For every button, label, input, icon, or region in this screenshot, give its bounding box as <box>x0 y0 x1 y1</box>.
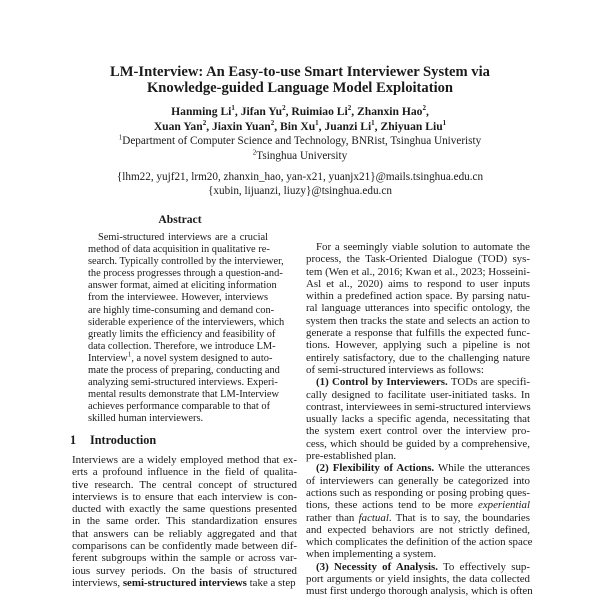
author-name: Juanzi Li <box>324 120 372 133</box>
text-span: which complicates the definition of the action space <box>306 536 533 549</box>
text-line <box>72 528 297 540</box>
text-line <box>306 438 530 450</box>
italic-text: factual <box>358 511 389 524</box>
abstract-body <box>88 232 285 426</box>
text-span: For a seemingly viable solution to automate the <box>316 241 530 253</box>
text-line <box>88 350 273 365</box>
text-span: from the interviewee. However, interviews <box>88 292 268 304</box>
author <box>291 105 351 118</box>
text-span: mate the process of preparing, conducting and <box>88 365 280 377</box>
text-span: Interviews are a widely employed method that ex- <box>72 454 297 466</box>
text-span: interviews, <box>72 576 123 589</box>
text-span: erts a profound influence in the field of qualita- <box>72 466 297 479</box>
text-line <box>72 503 297 515</box>
author-affiliation-sup: 2 <box>202 119 207 128</box>
text-line <box>88 304 275 317</box>
section-number: 1 <box>70 433 77 447</box>
text-line <box>306 389 530 401</box>
text-span: mental results demonstrate that LM-Interview <box>88 389 280 401</box>
author <box>380 120 446 133</box>
text-line <box>306 450 530 462</box>
text-line <box>88 328 276 341</box>
author-affiliation-sup: 1 <box>315 119 319 128</box>
text-span: of interviewers can generally be categorized into <box>306 474 530 487</box>
text-span: skilled human interviewers. <box>88 413 204 425</box>
author-affiliation-sup: 1 <box>371 119 375 128</box>
author <box>154 120 206 133</box>
text-line <box>306 302 530 314</box>
text-span: ferent subgroups within the sample or across var- <box>72 552 297 565</box>
right-column-body <box>306 241 533 598</box>
text-span: contrast, interviewees in semi-structured interviews <box>306 400 531 413</box>
text-line <box>72 565 297 577</box>
email-line-2: {xubin, lijuanzi, liuzy}@tsinghua.edu.cn <box>208 185 392 197</box>
text-line <box>306 512 530 524</box>
footnote-marker: 1 <box>127 350 132 359</box>
text-span: generate a response that fulfills the expected func- <box>306 327 530 340</box>
author-name: Ruimiao Li <box>291 105 348 118</box>
author-line-2: Xuan Yan$^2$, Jiaxin Yuan$^2$, Bin Xu$^1$, Juanzi Li$^1$, Zhiyuan Liu$^1$ <box>153 119 447 133</box>
affiliation-1 <box>0 135 600 147</box>
text-line <box>72 491 297 503</box>
text-span: search. Typically controlled by the interviewer, <box>88 256 284 268</box>
author-line-1: Hanming Li$^1$, Jifan Yu$^2$, Ruimiao Li$^2$, Zhanxin Hao$^2$, <box>171 104 429 118</box>
text-line <box>88 365 280 377</box>
author-name: Hanming Li <box>171 105 232 118</box>
text-line <box>306 278 530 290</box>
text-span: method of data acquisition in qualitative re- <box>88 244 270 256</box>
text-span: the process progresses through a question-and- <box>88 268 283 280</box>
text-span: tions. However, applying such a pipeline is not <box>306 339 530 352</box>
text-line <box>306 462 530 474</box>
text-span: TODs are specifi- <box>447 376 530 389</box>
author <box>280 120 319 133</box>
text-span: While the utterances <box>434 462 530 475</box>
text-span: To effectively sup- <box>437 560 530 573</box>
text-span: . That is to say, the boundaries <box>388 511 530 524</box>
text-line <box>88 232 268 244</box>
text-span: usually lacks a specific agenda, necessitating that <box>306 413 530 426</box>
text-span: tive research. The central concept of structured <box>72 478 297 491</box>
author-name: Xuan Yan <box>153 120 203 133</box>
text-line <box>88 401 271 413</box>
section-heading: Introduction <box>90 433 157 447</box>
text-line <box>88 292 268 304</box>
affiliation-text: Department of Computer Science and Technology, BNRist, Tsinghua Univeristy <box>122 135 482 147</box>
author-name: Jifan Yu <box>240 105 283 118</box>
bold-text: (2) Flexibility of Actions. <box>316 462 435 475</box>
text-line <box>72 479 297 491</box>
text-span: of semi-structured interviews as follows: <box>306 363 484 376</box>
text-span: are highly time-consuming and demand con- <box>88 304 275 316</box>
email-line-1: {lhm22, yujf21, lrm20, zhanxin_hao, yan-x21, yuanjx21}@mails.tsinghua.edu.cn <box>116 171 484 183</box>
bold-text: semi-structured interviews <box>122 576 247 589</box>
text-line <box>306 364 530 376</box>
author <box>324 120 374 133</box>
text-span: actions such as responding or posing probing ques- <box>306 486 530 499</box>
text-line <box>72 454 297 466</box>
text-line <box>306 327 530 339</box>
text-span: within a predefined action space. By parsing natu- <box>306 290 530 303</box>
text-span: when implementing a system. <box>306 548 437 561</box>
affiliation-2 <box>0 150 600 162</box>
text-line <box>88 280 277 292</box>
text-span: port arguments or yield insights, the data collected <box>306 573 530 586</box>
text-line <box>306 290 530 302</box>
text-span: pre-established plan. <box>306 450 397 463</box>
text-line <box>306 266 530 278</box>
introduction-body <box>72 454 297 589</box>
author <box>171 105 235 118</box>
author-affiliation-sup: 2 <box>282 104 286 113</box>
text-span: process, the Task-Oriented Dialogue (TOD) sys- <box>306 253 530 266</box>
text-line <box>306 548 530 560</box>
text-span: greatly limits the efficiency and feasibility of <box>88 328 276 340</box>
text-span: rather than <box>306 511 359 524</box>
text-span: must first undergo thorough analysis, which is often <box>306 585 533 598</box>
text-span: comparisons can be confidently made between dif- <box>72 540 297 553</box>
text-line <box>306 487 530 499</box>
text-span: Semi-structured interviews are a crucial <box>98 232 268 243</box>
italic-text: experiential <box>477 499 530 512</box>
author-affiliation-sup: 2 <box>347 104 352 113</box>
text-line <box>306 536 533 549</box>
text-line <box>72 515 297 527</box>
author-name: Jiaxin Yuan <box>211 120 271 133</box>
text-line <box>306 425 530 437</box>
text-span: cally designed to facilitate user-initiated tasks. In <box>306 388 530 401</box>
text-span: tem (Wen et al., 2016; Kwan et al., 2023; Hosseini- <box>306 265 530 278</box>
text-line <box>88 268 283 280</box>
bold-text: (1) Control by Interviewers. <box>316 376 448 389</box>
text-line <box>306 352 530 364</box>
author <box>212 120 274 133</box>
text-line <box>88 244 268 256</box>
text-line <box>72 466 297 478</box>
text-span: that answers can be reliably aggregated and that <box>72 527 297 540</box>
text-span: cess, which should be guided by a comprehensive, <box>306 437 530 450</box>
text-span: the system exert control over the interview pro- <box>306 425 530 438</box>
text-span: analyzing semi-structured interviews. Experi- <box>88 377 278 389</box>
text-line <box>306 413 530 425</box>
text-span: tions, these actions tend to be more <box>306 499 478 512</box>
author-name: Bin Xu <box>280 120 316 133</box>
text-line <box>306 475 530 487</box>
affiliation-text: Tsinghua University <box>256 150 348 162</box>
author <box>357 105 426 118</box>
author-affiliation-sup: 1 <box>231 104 235 113</box>
text-line <box>306 585 533 598</box>
affiliation-sup: 1 <box>118 133 123 142</box>
text-line <box>88 340 276 353</box>
text-line <box>306 499 530 511</box>
bold-text: (3) Necessity of Analysis. <box>316 560 438 573</box>
text-span: entirely satisfactory, due to the challenging nature <box>306 351 530 364</box>
text-span: ious survey periods. On the basis of structured <box>72 564 297 577</box>
text-line <box>88 316 285 329</box>
text-span: siderable experience of the interviewers, which <box>88 316 285 328</box>
text-span: ral language utterances into specific ontology, the <box>306 302 530 315</box>
author <box>241 105 286 118</box>
text-span: answer format, aimed at eliciting information <box>88 280 277 292</box>
text-line <box>306 376 530 388</box>
affiliation-sup: 2 <box>252 148 257 157</box>
author-affiliation-sup: 2 <box>422 104 426 113</box>
text-line <box>72 577 297 589</box>
text-line <box>72 552 297 564</box>
text-span: achieves performance comparable to that of <box>88 401 271 413</box>
author-name: Zhanxin Hao <box>357 105 423 118</box>
text-span: Interview <box>88 352 128 364</box>
text-span: ducted with exactly the same questions presented <box>72 503 297 516</box>
text-line <box>306 339 530 351</box>
text-line <box>88 389 280 401</box>
paper-title-line-2: Knowledge-guided Language Model Exploitation <box>146 80 454 96</box>
text-line <box>88 377 278 389</box>
text-line <box>88 413 268 425</box>
text-span: system then tracks the state and selects an action to <box>306 314 530 327</box>
text-span: Asl et al., 2020) aims to respond to user inputs <box>306 277 530 290</box>
author-name: Zhiyuan Liu <box>380 120 443 133</box>
text-span: in the same order. This standardization ensures <box>72 515 297 528</box>
author-affiliation-sup: 2 <box>270 119 275 128</box>
text-line <box>306 561 530 573</box>
text-span: data collection. Therefore, we introduce LM- <box>88 340 276 352</box>
text-span: and expected behaviors are not strictly defined, <box>306 523 530 536</box>
author-affiliation-sup: 1 <box>442 119 447 128</box>
text-line <box>306 315 530 327</box>
text-line <box>306 241 530 253</box>
text-line <box>306 524 530 536</box>
text-span: interviews is to ensure that each interview is con- <box>72 490 297 503</box>
text-span: , a novel system designed to auto- <box>131 352 273 364</box>
paper-title-line-1: LM-Interview: An Easy-to-use Smart Interviewer System via <box>110 64 490 80</box>
text-line <box>306 573 530 585</box>
text-line <box>306 401 530 413</box>
text-span: take a step <box>246 576 296 589</box>
text-line <box>88 256 284 268</box>
text-line <box>306 253 530 265</box>
abstract-heading: Abstract <box>158 213 202 226</box>
text-line <box>72 540 297 552</box>
